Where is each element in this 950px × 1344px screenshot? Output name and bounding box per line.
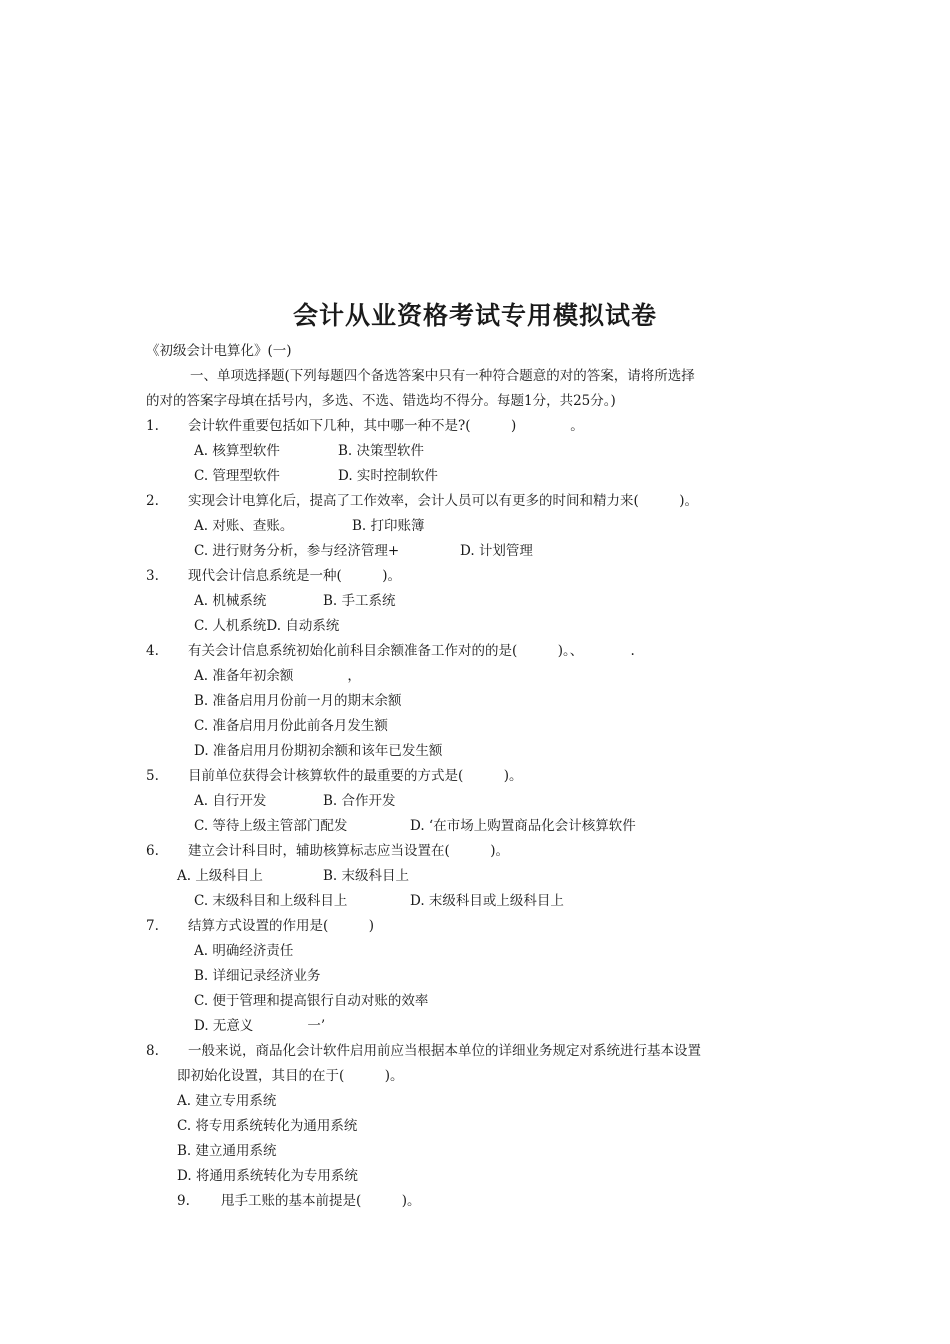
- option: A. 对账、查账。: [194, 518, 294, 534]
- question-text-continued: 即初始化设置，其目的在于( )。: [177, 1068, 404, 1084]
- page-title: 会计从业资格考试专用模拟试卷: [292, 301, 657, 330]
- question-text: 甩手工账的基本前提是( )。: [221, 1193, 421, 1209]
- instructions-line: 一、单项选择题(下列每题四个备选答案中只有一种符合题意的对的答案，请将所选择: [190, 368, 695, 384]
- option: B. 建立通用系统: [177, 1143, 277, 1159]
- question-text: 现代会计信息系统是一种( )。: [188, 568, 402, 584]
- instructions-line: 的对的答案字母填在括号内，多选、不选、错选均不得分。每题1分，共25分。): [146, 393, 616, 409]
- question-text: 实现会计电算化后，提高了工作效率，会计人员可以有更多的时间和精力来( )。: [188, 493, 699, 509]
- option: A. 明确经济责任: [194, 943, 294, 959]
- option: D. 将通用系统转化为专用系统: [177, 1168, 358, 1184]
- option: A. 机械系统: [194, 593, 267, 609]
- option: C. 末级科目和上级科目上: [194, 893, 348, 909]
- question-number: 2.: [146, 493, 159, 509]
- question-text: 目前单位获得会计核算软件的最重要的方式是( )。: [188, 768, 523, 784]
- option: B. 准备启用月份前一月的期末余额: [194, 693, 402, 709]
- question-text: 有关会计信息系统初始化前科目余额准备工作对的的是( )。、 .: [188, 643, 635, 659]
- question-text: 建立会计科目时，辅助核算标志应当设置在( )。: [188, 843, 510, 859]
- option: D. 准备启用月份期初余额和该年已发生额: [194, 743, 443, 759]
- option: A. 准备年初余额 ，: [194, 668, 361, 684]
- option: A. 核算型软件: [194, 443, 280, 459]
- question-number: 7.: [146, 918, 159, 934]
- question-number: 5.: [146, 768, 159, 784]
- option: B. 手工系统: [323, 593, 396, 609]
- option: A. 自行开发: [194, 793, 267, 809]
- option: D. 计划管理: [460, 543, 533, 559]
- option: D. 实时控制软件: [338, 468, 438, 484]
- question-number: 4.: [146, 643, 159, 659]
- question-text: 会计软件重要包括如下几种，其中哪一种不是?( ) 。: [188, 418, 584, 434]
- option: A. 建立专用系统: [177, 1093, 277, 1109]
- question-number: 6.: [146, 843, 159, 859]
- question-number: 8.: [146, 1043, 159, 1059]
- question-number: 9.: [177, 1193, 190, 1209]
- option: B. 详细记录经济业务: [194, 968, 321, 984]
- option: C. 准备启用月份此前各月发生额: [194, 718, 388, 734]
- option: D. 无意义 一’: [194, 1018, 326, 1034]
- option: B. 合作开发: [323, 793, 396, 809]
- question-number: 3.: [146, 568, 159, 584]
- option: C. 等待上级主管部门配发: [194, 818, 348, 834]
- option: B. 末级科目上: [323, 868, 410, 884]
- option: C. 人机系统D. 自动系统: [194, 618, 340, 634]
- option: D. ‘在市场上购置商品化会计核算软件: [410, 818, 636, 834]
- question-text: 结算方式设置的作用是( ): [188, 918, 375, 934]
- option: D. 末级科目或上级科目上: [410, 893, 564, 909]
- option: A. 上级科目上: [177, 868, 263, 884]
- option: C. 进行财务分析，参与经济管理+: [194, 543, 400, 559]
- subtitle: 《初级会计电算化》(一): [146, 343, 292, 359]
- option: C. 管理型软件: [194, 468, 280, 484]
- option: B. 打印账簿: [352, 518, 425, 534]
- question-text: 一般来说，商品化会计软件启用前应当根据本单位的详细业务规定对系统进行基本设置: [188, 1043, 701, 1059]
- option: C. 便于管理和提高银行自动对账的效率: [194, 993, 429, 1009]
- option: C. 将专用系统转化为通用系统: [177, 1118, 358, 1134]
- question-number: 1.: [146, 418, 159, 434]
- option: B. 决策型软件: [338, 443, 425, 459]
